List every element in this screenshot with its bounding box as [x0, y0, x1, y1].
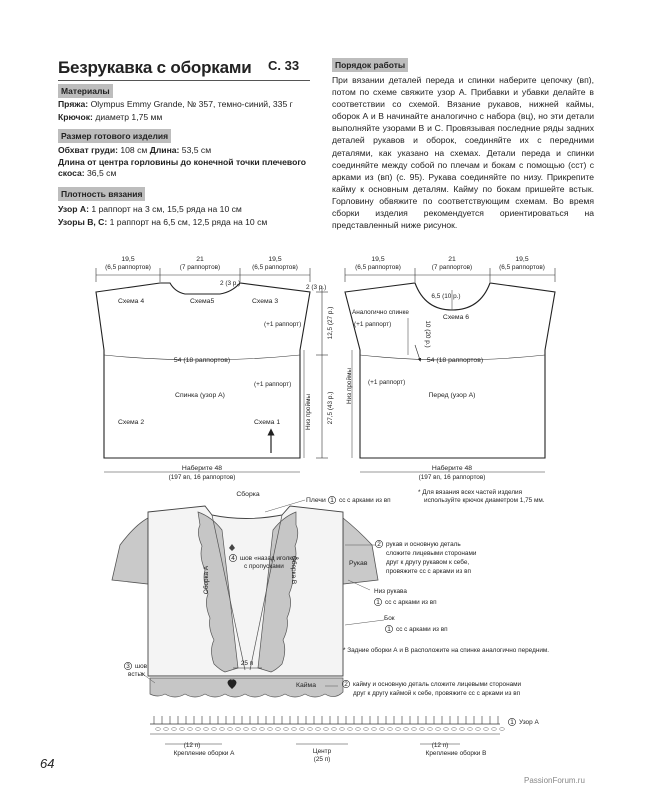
assembly-seam-back: шов «назад иголку» — [240, 555, 299, 562]
chain-stitch — [412, 728, 417, 731]
chain-stitch — [284, 728, 289, 731]
assembly-sleeve-low-note: сс с арками из вп — [385, 599, 437, 606]
chain-stitch — [444, 728, 449, 731]
assembly-border-note-1: кайму и основную деталь сложите лицевыми сторонами — [353, 681, 522, 688]
strip-marker-1: 1 — [510, 719, 514, 726]
assembly-border: Кайма — [296, 682, 316, 689]
chain-stitch — [404, 728, 409, 731]
assembly-shoulders-note: сс с арками из вп — [339, 497, 391, 504]
chain-stitch — [156, 728, 161, 731]
front-dim-mid-sub: (7 раппортов) — [431, 264, 473, 271]
assembly-side: Бок — [384, 615, 395, 622]
chest-value: 108 см — [120, 145, 148, 155]
front-dim-left: 19,5 — [371, 256, 385, 263]
chain-stitch — [308, 728, 313, 731]
chain-stitch — [220, 728, 225, 731]
section-gauge-heading: Плотность вязания — [58, 187, 145, 201]
chain-stitch — [452, 728, 457, 731]
assembly-seam-butt: шов — [135, 663, 148, 670]
gauge-bc-value: 1 раппорт на 6,5 см, 12,5 ряда на 10 см — [109, 217, 268, 227]
page-title: Безрукавка с оборками — [58, 58, 252, 77]
strip-pattern: Узор А — [519, 719, 539, 726]
back-piece-label: Спинка (узор А) — [175, 392, 225, 399]
chain-stitch — [428, 728, 433, 731]
front-cast-on-sub: (197 вп, 16 раппортов) — [418, 474, 486, 481]
back-height-275: 27,5 (43 р.) — [327, 391, 334, 425]
gauge-bc-label: Узоры В, С: — [58, 217, 108, 227]
back-plus1-mid: (+1 раппорт) — [254, 381, 292, 388]
section-procedure-heading: Порядок работы — [332, 58, 408, 72]
chain-stitch — [276, 728, 281, 731]
chain-stitch — [196, 728, 201, 731]
back-cast-on: Наберите 48 — [181, 465, 223, 472]
chain-stitch — [252, 728, 257, 731]
chain-stitch — [212, 728, 217, 731]
back-scheme-3: Схема 3 — [252, 298, 279, 305]
assembly-marker-1c: 1 — [387, 626, 391, 633]
section-materials-heading: Материалы — [58, 84, 113, 98]
front-dim-right-sub: (6,5 раппортов) — [499, 264, 545, 271]
chain-stitch — [420, 728, 425, 731]
chain-stitch — [324, 728, 329, 731]
page-reference: С. 33 — [268, 58, 300, 73]
assembly-seam-butt-2: встык — [128, 671, 145, 678]
assembly-marker-1a: 1 — [330, 497, 334, 504]
chain-stitch — [292, 728, 297, 731]
strip-right: (12 п) — [431, 742, 449, 749]
chain-stitch — [228, 728, 233, 731]
assembly-ruffle-a: Оборка А — [203, 565, 210, 595]
shoulder-value: 36,5 см — [87, 168, 117, 178]
back-width-54: 54 (18 раппортов) — [173, 357, 231, 364]
procedure-text: При вязании деталей переда и спинки наберите цепочку (вп), потом по схеме свяжите узор А. Прибавки и убавки делайте в соответствии со схемой. Вязание рукавов, нижней каймы, оборок А и В начинайте аналогично с набора (вц), но эти детали выполняйте узорами В и С. Провязывая последние ряды задних деталей рукавов и оборок, соединяйте их с передними деталями, как указано на схемах. Детали переда и спинки соединяйте между собой по плечам и бокам с помощью (сст) с арками из (вп) (с. 95). Рукава соединяйте по низу. Прикрепите кайму к основным деталям. Кайму по бокам пришейте встык. Горловину обвяжите по соответствующим схемам. Во время сборки изделия рекомендуется ориентироваться на представленный ниже рисунок. — [332, 75, 594, 231]
strip-right-label: Крепление оборки В — [425, 750, 487, 757]
section-size-heading: Размер готового изделия — [58, 129, 171, 143]
front-dim-left-sub: (6,5 раппортов) — [355, 264, 401, 271]
front-dim-right: 19,5 — [515, 256, 529, 263]
back-dim-right-sub: (6,5 раппортов) — [252, 264, 298, 271]
back-neck-drop: 2 (3 р.) — [220, 280, 241, 287]
assembly-gap: 25 п — [240, 660, 254, 667]
chain-stitch — [180, 728, 185, 731]
assembly-back-ruffle-note: * Задние оборки А и В расположите на спинке аналогично передним. — [343, 647, 550, 654]
chain-stitch — [388, 728, 393, 731]
front-dim-mid: 21 — [448, 256, 456, 263]
front-plus1-mid: (+1 раппорт) — [368, 379, 406, 386]
assembly-marker-4: 4 — [231, 555, 235, 562]
assembly-side-note: сс с арками из вп — [396, 626, 448, 633]
back-scheme-2: Схема 2 — [118, 419, 145, 426]
strip-center-sub: (25 п) — [313, 756, 331, 763]
chain-stitch — [260, 728, 265, 731]
assembly-border-note-2: друг к другу каймой к себе, провяжите сс с арками из вп — [353, 690, 521, 697]
hook-note-1: * Для вязания всех частей изделия — [418, 489, 523, 496]
length-value: 53,5 см — [181, 145, 212, 155]
front-piece-label: Перед (узор А) — [428, 392, 476, 399]
chain-stitch — [316, 728, 321, 731]
chest-label: Обхват груди: — [58, 145, 118, 155]
chain-stitch — [380, 728, 385, 731]
assembly-shoulders: Плечи — [306, 497, 326, 504]
chain-stitch — [500, 728, 505, 731]
back-scheme-5: Схема5 — [190, 298, 215, 305]
chain-stitch — [164, 728, 169, 731]
strip-left-label: Крепление оборки А — [173, 750, 235, 757]
front-scheme-6: Схема 6 — [442, 314, 470, 321]
back-plus1-top: (+1 раппорт) — [264, 321, 302, 328]
stitch-strip — [150, 716, 504, 734]
chain-stitch — [436, 728, 441, 731]
chain-stitch — [236, 728, 241, 731]
back-armhole-low: Низ проймы — [305, 393, 312, 431]
front-depth: 10 (20 р.) — [424, 320, 431, 348]
front-width-54: 54 (18 раппортов) — [426, 357, 484, 364]
assembly-sleeve-note-4: провяжите сс с арками из вп — [386, 568, 471, 575]
back-dim-mid: 21 — [196, 256, 204, 263]
shoulder-label: Длина от центра горловины до конечной точки плечевого скоса: — [58, 157, 307, 178]
front-neck: 6,5 (10 р.) — [431, 293, 461, 300]
chain-stitch — [460, 728, 465, 731]
chain-stitch — [396, 728, 401, 731]
strip-center: Центр — [312, 748, 332, 755]
chain-stitch — [172, 728, 177, 731]
gauge-a-value: 1 раппорт на 3 см, 15,5 ряда на 10 см — [91, 204, 242, 214]
chain-stitch — [204, 728, 209, 731]
back-dim-right: 19,5 — [268, 256, 282, 263]
chain-stitch — [476, 728, 481, 731]
chain-stitch — [300, 728, 305, 731]
watermark: PassionForum.ru — [524, 776, 585, 785]
chain-stitch — [332, 728, 337, 731]
front-plus1-top: (+1 раппорт) — [354, 321, 392, 328]
back-dim-mid-sub: (7 раппортов) — [179, 264, 221, 271]
assembly-diagram — [112, 500, 384, 697]
back-height-125: 12,5 (27 р.) — [327, 306, 334, 340]
chain-stitch — [348, 728, 353, 731]
assembly-marker-1b: 1 — [376, 599, 380, 606]
chain-stitch — [468, 728, 473, 731]
assembly-seam-back-2: с пропусками — [244, 563, 284, 570]
assembly-sleeve-note-2: сложите лицевыми сторонами — [386, 550, 477, 557]
page-number: 64 — [40, 756, 55, 771]
chain-stitch — [484, 728, 489, 731]
back-cast-on-sub: (197 вп, 16 раппортов) — [168, 474, 236, 481]
back-dim-left-sub: (6,5 раппортов) — [105, 264, 151, 271]
length-label: Длина: — [149, 145, 180, 155]
chain-stitch — [492, 728, 497, 731]
yarn-value: Olympus Emmy Grande, № 357, темно-синий, 335 г — [90, 99, 293, 109]
assembly-marker-3: 3 — [126, 663, 130, 670]
front-analog: Аналогично спинке — [352, 309, 409, 316]
assembly-sleeve-note-3: друг к другу рукавом к себе, — [386, 559, 470, 566]
assembly-sleeve: Рукав — [349, 560, 368, 567]
gauge-a-label: Узор А: — [58, 204, 89, 214]
chain-stitch — [364, 728, 369, 731]
chain-stitch — [372, 728, 377, 731]
hook-note-2: используйте крючок диаметром 1,75 мм. — [424, 497, 545, 504]
assembly-marker-2a: 2 — [377, 541, 381, 548]
hook-value: диаметр 1,75 мм — [95, 112, 163, 122]
chain-stitch — [188, 728, 193, 731]
assembly-sleeve-note-1: рукав и основную деталь — [386, 541, 461, 548]
front-armhole-low: Низ проймы — [346, 367, 353, 405]
back-shoulder-drop: 2 (3 р.) — [306, 284, 327, 291]
assembly-marker-2b: 2 — [344, 681, 348, 688]
assembly-sleeve-low: Низ рукава — [374, 588, 407, 595]
assembly-ruffle-b: Оборка В — [290, 555, 297, 585]
chain-stitch — [268, 728, 273, 731]
front-cast-on: Наберите 48 — [431, 465, 473, 472]
yarn-label: Пряжа: — [58, 99, 89, 109]
assembly-title: Сборка — [236, 491, 260, 498]
chain-stitch — [244, 728, 249, 731]
strip-left: (12 п) — [183, 742, 201, 749]
back-scheme-1: Схема 1 — [254, 419, 281, 426]
chain-stitch — [356, 728, 361, 731]
hook-label: Крючок: — [58, 112, 93, 122]
back-scheme-4: Схема 4 — [118, 298, 145, 305]
back-dim-left: 19,5 — [121, 256, 135, 263]
chain-stitch — [340, 728, 345, 731]
